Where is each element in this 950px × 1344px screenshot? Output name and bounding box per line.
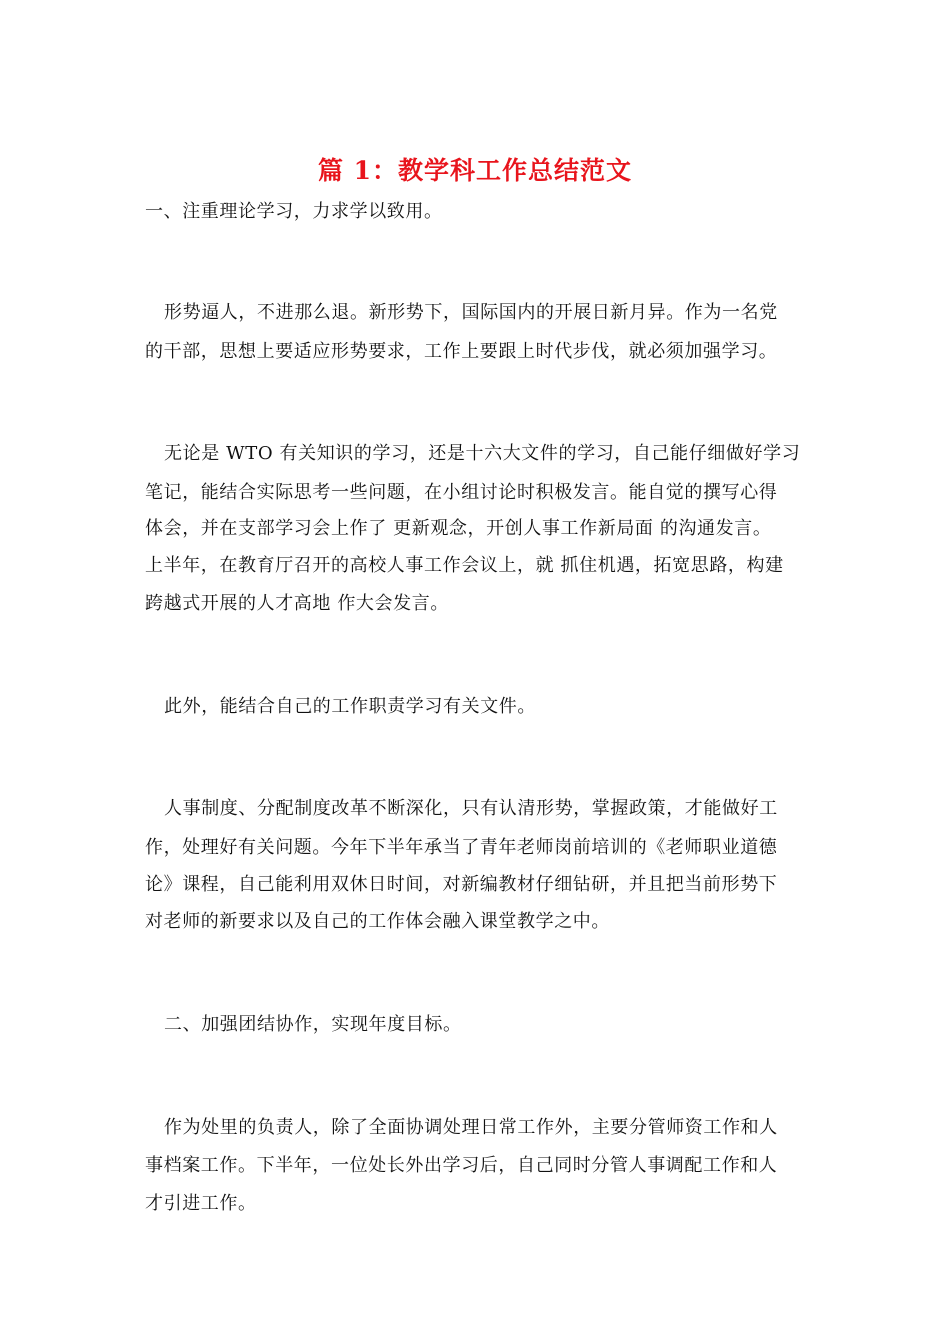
section-heading-2: 二、加强团结协作，实现年度目标。 — [164, 1014, 462, 1035]
paragraph-line: 作为处里的负责人，除了全面协调处理日常工作外，主要分管师资工作和人 — [164, 1117, 778, 1138]
paragraph-line: 跨越式开展的人才高地 作大会发言。 — [145, 593, 449, 614]
paragraph-line: 对老师的新要求以及自己的工作体会融入课堂教学之中。 — [145, 911, 610, 932]
paragraph-line: 体会，并在支部学习会上作了 更新观念，开创人事工作新局面 的沟通发言。 — [145, 518, 772, 539]
paragraph-line: 人事制度、分配制度改革不断深化，只有认清形势，掌握政策，才能做好工 — [164, 798, 778, 819]
paragraph-line: 事档案工作。下半年，一位处长外出学习后，自己同时分管人事调配工作和人 — [145, 1155, 778, 1176]
paragraph-line: 作，处理好有关问题。今年下半年承当了青年老师岗前培训的《老师职业道德 — [145, 837, 778, 858]
paragraph-line: 才引进工作。 — [145, 1193, 257, 1214]
document-title: 篇 1：教学科工作总结范文 — [317, 156, 633, 185]
section-heading-1: 一、注重理论学习，力求学以致用。 — [145, 201, 443, 222]
paragraph-line: 形势逼人，不进那么退。新形势下，国际国内的开展日新月异。作为一名党 — [164, 302, 778, 323]
paragraph-line: 笔记，能结合实际思考一些问题，在小组讨论时积极发言。能自觉的撰写心得 — [145, 482, 778, 503]
paragraph-line: 无论是 WTO 有关知识的学习，还是十六大文件的学习，自己能仔细做好学习 — [164, 443, 801, 464]
paragraph-line: 上半年，在教育厅召开的高校人事工作会议上，就 抓住机遇，拓宽思路，构建 — [145, 555, 784, 576]
paragraph-line: 的干部，思想上要适应形势要求，工作上要跟上时代步伐，就必须加强学习。 — [145, 341, 778, 362]
paragraph-line: 论》课程，自己能利用双休日时间，对新编教材仔细钻研，并且把当前形势下 — [145, 874, 778, 895]
paragraph-line: 此外，能结合自己的工作职责学习有关文件。 — [164, 696, 536, 717]
